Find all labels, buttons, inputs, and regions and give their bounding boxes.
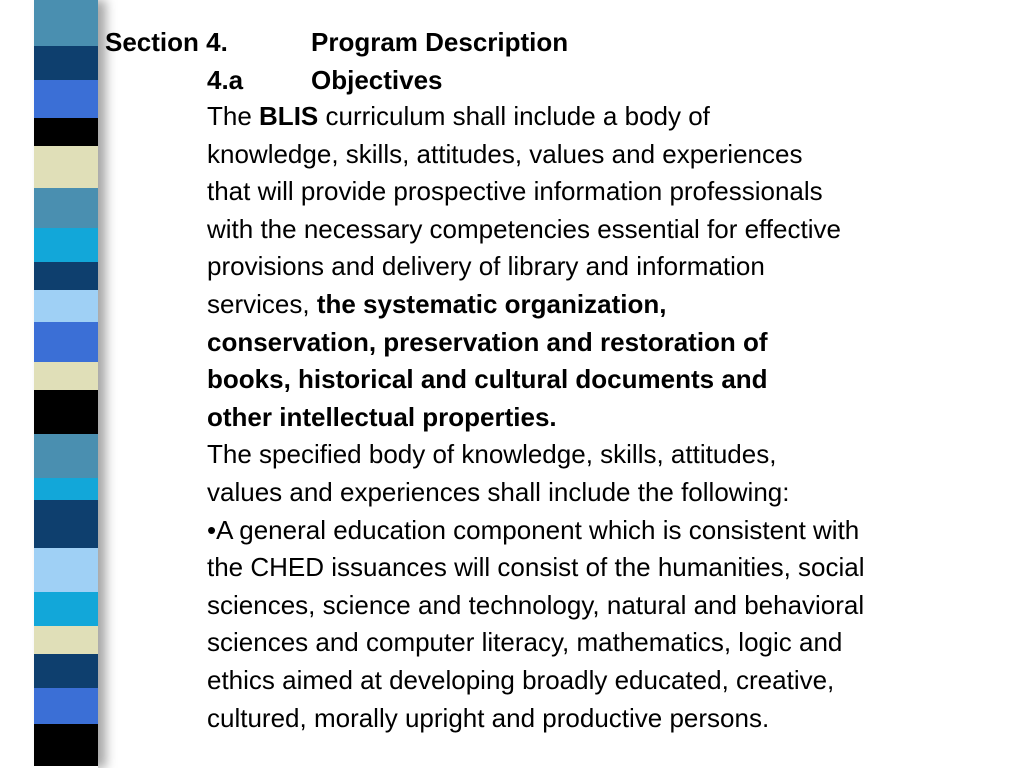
paragraph-line: services, the systematic organization, <box>207 288 667 319</box>
bullet-line: cultured, morally upright and productive persons. <box>207 702 770 733</box>
paragraph-line: The BLIS curriculum shall include a body of <box>207 101 710 131</box>
paragraph-line: books, historical and cultural documents and <box>207 364 768 395</box>
paragraph-line: values and experiences shall include the following: <box>207 476 790 507</box>
paragraph-line: that will provide prospective information professionals <box>207 176 823 207</box>
paragraph-line: knowledge, skills, attitudes, values and experiences <box>207 138 803 169</box>
subsection-number: 4.a <box>207 65 244 95</box>
subsection-title: Objectives <box>311 65 443 95</box>
paragraph-line: The specified body of knowledge, skills, attitudes, <box>207 439 777 470</box>
bullet-line: ethics aimed at developing broadly educated, creative, <box>207 664 835 695</box>
section-number: Section 4. <box>105 27 228 57</box>
bullet-line: •A general education component which is consistent with <box>207 514 860 545</box>
paragraph-line: with the necessary competencies essential for effective <box>207 213 841 244</box>
paragraph-line: conservation, preservation and restoration of <box>207 326 768 357</box>
section-title: Program Description <box>311 27 569 57</box>
body-text <box>207 98 1007 737</box>
paragraph-line: provisions and delivery of library and information <box>207 251 765 282</box>
bullet-line: the CHED issuances will consist of the humanities, social <box>207 552 865 583</box>
bullet-line: sciences, science and technology, natural and behavioral <box>207 589 865 620</box>
paragraph-line: other intellectual properties. <box>207 401 557 432</box>
blis-acronym: BLIS <box>259 101 319 131</box>
bullet-line: sciences and computer literacy, mathematics, logic and <box>207 627 843 658</box>
